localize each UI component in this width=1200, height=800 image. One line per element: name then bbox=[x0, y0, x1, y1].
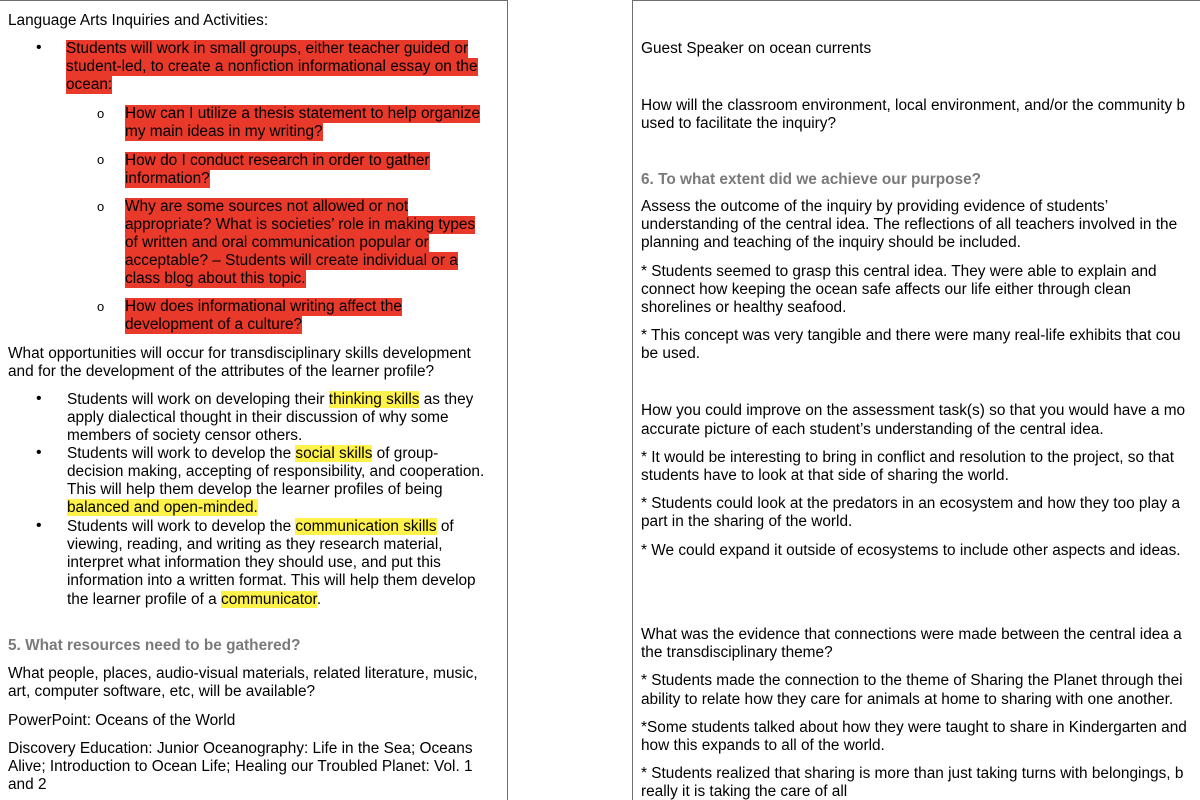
assess-line3: planning and teaching of the inquiry should be included. bbox=[641, 234, 1021, 251]
guest-speaker: Guest Speaker on ocean currents bbox=[641, 40, 872, 57]
social-skills-highlight: social skills bbox=[295, 445, 373, 462]
evidence3-line1: * Students realized that sharing is more than just taking turns with belongings, b bbox=[641, 765, 1184, 782]
resources-question-line1: What people, places, audio-visual materials, related literature, music, bbox=[8, 665, 478, 682]
improvement2-line2: part in the sharing of the world. bbox=[641, 513, 853, 530]
skill3-line1: Students will work to develop the communication skills of bbox=[67, 518, 454, 535]
bullet1-line1: Students will work in small groups, either teacher guided or bbox=[66, 40, 469, 57]
assess-line2: understanding of the central idea. The reflections of all teachers involved in the bbox=[641, 216, 1178, 233]
bullet-icon: • bbox=[36, 390, 42, 407]
skill3-line2: viewing, reading, and writing as they research material, bbox=[67, 536, 443, 553]
evidence-question-line1: What was the evidence that connections were made between the central idea a bbox=[641, 626, 1182, 643]
subq3-line2: appropriate? What is societies’ role in making types bbox=[125, 216, 476, 233]
evidence1-line1: * Students made the connection to the theme of Sharing the Planet through thei bbox=[641, 672, 1183, 689]
skill2-line3: This will help them develop the learner profiles of being bbox=[67, 481, 443, 498]
evidence3-line2: really it is taking the care of all bbox=[641, 783, 848, 800]
left-document-page bbox=[0, 0, 508, 800]
reflection1-line3: shorelines or healthy seafood. bbox=[641, 299, 847, 316]
communicator-highlight: communicator bbox=[221, 591, 317, 608]
environment-question-line2: used to facilitate the inquiry? bbox=[641, 115, 837, 132]
thinking-skills-highlight: thinking skills bbox=[328, 391, 420, 408]
subq3-line3: of written and oral communication popular or bbox=[125, 234, 429, 251]
bullet-icon: • bbox=[36, 444, 42, 461]
subq3-line1: Why are some sources not allowed or not bbox=[125, 198, 409, 215]
bullet-icon: • bbox=[36, 39, 42, 56]
evidence1-line2: ability to relate how they care for animals at home to sharing with one another. bbox=[641, 691, 1174, 708]
discovery-line1: Discovery Education: Junior Oceanography: Life in the Sea; Oceans bbox=[8, 740, 473, 757]
opportunities-question-line2: and for the development of the attributes of the learner profile? bbox=[8, 363, 435, 380]
discovery-line3: and 2 bbox=[8, 776, 47, 793]
opportunities-question-line1: What opportunities will occur for transdisciplinary skills development bbox=[8, 345, 471, 362]
improve-question-line1: How you could improve on the assessment task(s) so that you would have a mo bbox=[641, 402, 1186, 419]
improvement2-line1: * Students could look at the predators in an ecosystem and how they too play a bbox=[641, 495, 1181, 512]
skill2-line4 bbox=[67, 499, 258, 517]
subq3-line4: acceptable? – Students will create individual or a bbox=[125, 252, 458, 269]
skill1-line2: apply dialectical thought in their discussion of why some bbox=[67, 409, 449, 426]
reflection2-line1: * This concept was very tangible and there were many real-life exhibits that cou bbox=[641, 327, 1181, 344]
skill3-line4: information into a written format. This will help them develop bbox=[67, 572, 476, 589]
page-gap bbox=[508, 0, 632, 787]
evidence2-line1: *Some students talked about how they were taught to share in Kindergarten and bbox=[641, 719, 1187, 736]
circle-bullet-icon: o bbox=[97, 152, 105, 167]
powerpoint-resource: PowerPoint: Oceans of the World bbox=[8, 712, 236, 729]
subq2-line2: information? bbox=[125, 170, 210, 187]
subq1-line2: my main ideas in my writing? bbox=[125, 123, 323, 140]
bullet1-line3: ocean: bbox=[66, 76, 113, 93]
skill1-line3: members of society censor others. bbox=[67, 427, 303, 444]
skill3-line3: interpret what information they should use, and put this bbox=[67, 554, 441, 571]
improvement1-line2: students have to look at that side of sharing the world. bbox=[641, 467, 1009, 484]
section6-heading: 6. To what extent did we achieve our purpose? bbox=[641, 171, 982, 188]
subq1-line1: How can I utilize a thesis statement to help organize bbox=[125, 105, 481, 122]
subq4-line1: How does informational writing affect the bbox=[125, 298, 402, 315]
discovery-line2: Alive; Introduction to Ocean Life; Healing our Troubled Planet: Vol. 1 bbox=[8, 758, 473, 775]
subq3-line5: class blog about this topic. bbox=[125, 270, 306, 287]
communication-skills-highlight: communication skills bbox=[295, 518, 437, 535]
bullet-icon: • bbox=[36, 517, 42, 534]
skill2-line1: Students will work to develop the social skills of group- bbox=[67, 445, 439, 462]
reflection1-line1: * Students seemed to grasp this central idea. They were able to explain and bbox=[641, 263, 1157, 280]
skill2-line2: decision making, accepting of responsibility, and cooperation. bbox=[67, 463, 485, 480]
right-document-page bbox=[632, 0, 1200, 800]
skill1-line1: Students will work on developing their thinking skills as they bbox=[67, 391, 474, 408]
improvement3-line1: * We could expand it outside of ecosystems to include other aspects and ideas. bbox=[641, 542, 1181, 559]
language-arts-heading: Language Arts Inquiries and Activities: bbox=[8, 12, 269, 29]
skill3-line5: the learner profile of a communicator. bbox=[67, 591, 322, 608]
circle-bullet-icon: o bbox=[97, 106, 105, 121]
subq4-line2: development of a culture? bbox=[125, 316, 303, 333]
circle-bullet-icon: o bbox=[97, 199, 105, 214]
balanced-open-minded-highlight: balanced and open-minded. bbox=[67, 499, 258, 516]
improve-question-line2: accurate picture of each student’s understanding of the central idea. bbox=[641, 421, 1104, 438]
circle-bullet-icon: o bbox=[97, 299, 105, 314]
reflection1-line2: connect how keeping the ocean safe affects our life either through clean bbox=[641, 281, 1131, 298]
bullet1-line2: student-led, to create a nonfiction informational essay on the bbox=[66, 58, 478, 75]
section5-heading: 5. What resources need to be gathered? bbox=[8, 637, 301, 654]
evidence2-line2: how this expands to all of the world. bbox=[641, 737, 885, 754]
evidence-question-line2: the transdisciplinary theme? bbox=[641, 644, 833, 661]
subq2-line1: How do I conduct research in order to gather bbox=[125, 152, 430, 169]
environment-question-line1: How will the classroom environment, local environment, and/or the community b bbox=[641, 97, 1186, 114]
resources-question-line2: art, computer software, etc, will be available? bbox=[8, 683, 316, 700]
improvement1-line1: * It would be interesting to bring in conflict and resolution to the project, so that bbox=[641, 449, 1174, 466]
assess-line1: Assess the outcome of the inquiry by providing evidence of students’ bbox=[641, 198, 1109, 215]
reflection2-line2: be used. bbox=[641, 345, 701, 362]
